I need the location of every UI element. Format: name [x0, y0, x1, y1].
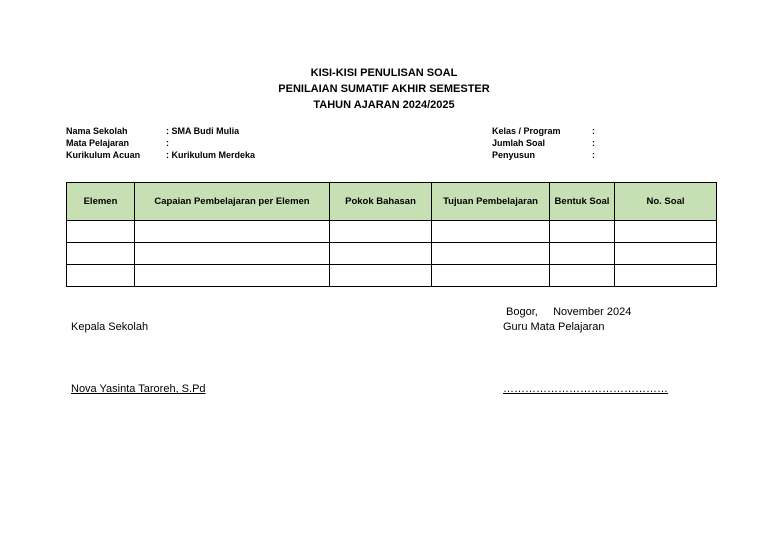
table-cell[interactable]: [67, 243, 135, 265]
info-row-question-count: [492, 137, 595, 149]
info-right: [492, 125, 595, 161]
table-cell[interactable]: [615, 221, 717, 243]
table-cell[interactable]: [330, 265, 432, 287]
info-value: :: [592, 150, 595, 160]
info-value: : Kurikulum Merdeka: [166, 150, 256, 160]
info-row-author: [492, 149, 595, 161]
info-value: :: [166, 138, 169, 148]
table-row: [67, 243, 717, 265]
table-cell[interactable]: [550, 221, 615, 243]
table-cell[interactable]: [135, 265, 330, 287]
doc-title: KISI-KISI PENULISAN SOAL: [310, 67, 458, 79]
col-header-tujuan: Tujuan Pembelajaran: [432, 183, 550, 221]
info-label: Penyusun: [492, 150, 536, 160]
principal-name: Nova Yasinta Taroreh, S.Pd: [71, 383, 206, 395]
table-row: [67, 221, 717, 243]
grid-table: [66, 182, 717, 287]
info-row-curriculum: [66, 149, 255, 161]
info-value: :: [592, 138, 595, 148]
table-cell[interactable]: [550, 265, 615, 287]
info-row-class: [492, 125, 595, 137]
table-cell[interactable]: [432, 243, 550, 265]
col-header-elemen: Elemen: [67, 183, 135, 221]
doc-year: TAHUN AJARAN 2024/2025: [313, 99, 455, 111]
col-header-no-soal: No. Soal: [615, 183, 717, 221]
teacher-name-blank: ………………………………………: [503, 383, 668, 395]
table-cell[interactable]: [615, 265, 717, 287]
table-cell[interactable]: [550, 243, 615, 265]
table-header-row: [67, 183, 717, 221]
place-date: Bogor, November 2024: [506, 306, 632, 318]
info-label: Jumlah Soal: [492, 138, 546, 148]
table-cell[interactable]: [67, 265, 135, 287]
info-label: Mata Pelajaran: [66, 138, 130, 148]
col-header-bentuk-soal: Bentuk Soal: [550, 183, 615, 221]
doc-subtitle: PENILAIAN SUMATIF AKHIR SEMESTER: [278, 83, 490, 95]
table-row: [67, 265, 717, 287]
info-left: [66, 125, 255, 161]
col-header-capaian: Capaian Pembelajaran per Elemen: [135, 183, 330, 221]
table-cell[interactable]: [432, 221, 550, 243]
table-cell[interactable]: [135, 221, 330, 243]
col-header-pokok-bahasan: Pokok Bahasan: [330, 183, 432, 221]
table-cell[interactable]: [432, 265, 550, 287]
info-label: Nama Sekolah: [66, 126, 128, 136]
info-label: Kurikulum Acuan: [66, 150, 141, 160]
teacher-title: Guru Mata Pelajaran: [503, 321, 605, 333]
principal-title: Kepala Sekolah: [71, 321, 149, 333]
info-value: : SMA Budi Mulia: [166, 126, 240, 136]
info-row-school: [66, 125, 255, 137]
table-cell[interactable]: [615, 243, 717, 265]
info-row-subject: [66, 137, 255, 149]
table-cell[interactable]: [67, 221, 135, 243]
info-value: :: [592, 126, 595, 136]
table-cell[interactable]: [135, 243, 330, 265]
table-cell[interactable]: [330, 221, 432, 243]
table-cell[interactable]: [330, 243, 432, 265]
info-label: Kelas / Program: [492, 126, 561, 136]
